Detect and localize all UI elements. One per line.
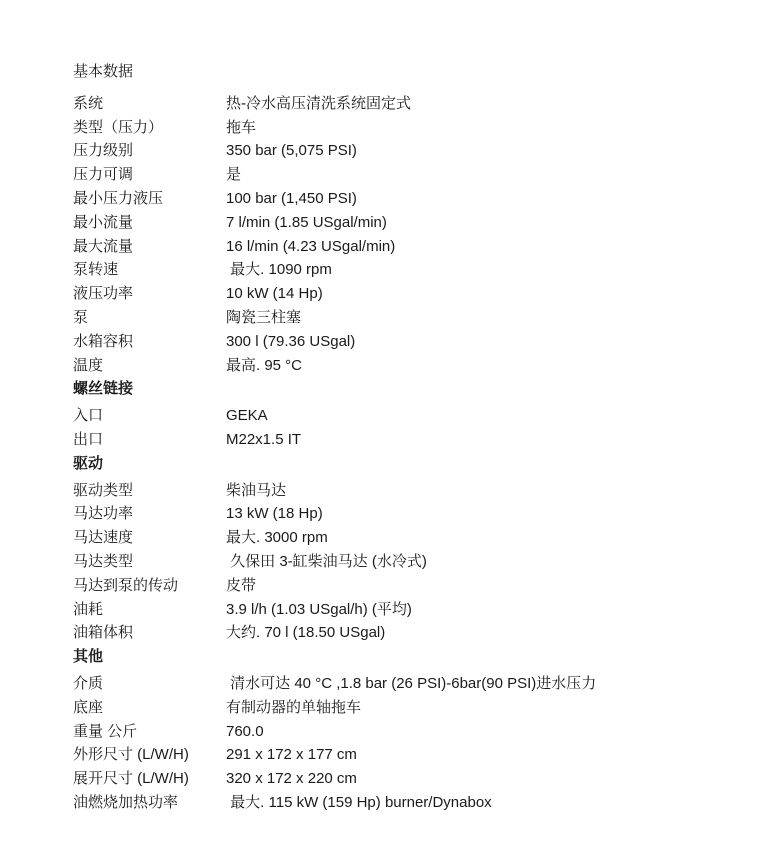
- spec-value: 300 l (79.36 USgal): [226, 332, 356, 350]
- spec-row: [73, 92, 733, 116]
- spec-value: 大约. 70 l (18.50 USgal): [226, 624, 386, 642]
- spec-value: 清水可达 40 °C ,1.8 bar (26 PSI)-6bar(90 PSI)进水压力: [226, 674, 597, 692]
- section-title: 驱动: [73, 454, 104, 472]
- spec-label: 泵: [73, 308, 89, 326]
- spec-row: [73, 187, 733, 211]
- spec-label: 展开尺寸 (L/W/H): [73, 770, 189, 788]
- spec-row: [73, 791, 733, 815]
- spec-row: [73, 550, 733, 574]
- spec-label: 水箱容积: [73, 332, 134, 350]
- spec-row: [73, 720, 733, 744]
- spec-label: 类型（压力）: [73, 118, 164, 136]
- spec-label: 出口: [73, 430, 104, 448]
- spec-row: [73, 743, 733, 767]
- spec-section: [73, 645, 733, 815]
- spec-value: 320 x 172 x 220 cm: [226, 770, 357, 788]
- spec-value: M22x1.5 IT: [226, 430, 302, 448]
- spec-label: 驱动类型: [73, 481, 134, 499]
- spec-row: [73, 428, 733, 452]
- spec-value: 16 l/min (4.23 USgal/min): [226, 237, 396, 255]
- spec-row: [73, 598, 733, 622]
- spec-row: [73, 574, 733, 598]
- spec-label: 油燃烧加热功率: [73, 793, 179, 811]
- spec-value: 3.9 l/h (1.03 USgal/h) (平均): [226, 600, 412, 618]
- spec-row: [73, 621, 733, 645]
- spec-label: 底座: [73, 698, 104, 716]
- spec-label: 最小压力液压: [73, 189, 164, 207]
- spec-label: 泵转速: [73, 261, 119, 279]
- spec-row: [73, 211, 733, 235]
- spec-value: 有制动器的单轴拖车: [226, 698, 362, 716]
- spec-value: 久保田 3-缸柴油马达 (水冷式): [226, 552, 427, 570]
- spec-section: [73, 452, 733, 645]
- spec-value: 是: [226, 166, 242, 184]
- spec-label: 最小流量: [73, 213, 134, 231]
- spec-label: 液压功率: [73, 285, 134, 303]
- spec-section: [73, 60, 733, 377]
- spec-label: 油耗: [73, 600, 104, 618]
- section-title: 螺丝链接: [73, 380, 134, 398]
- spec-row: [73, 258, 733, 282]
- spec-row: [73, 235, 733, 259]
- spec-value: 7 l/min (1.85 USgal/min): [226, 213, 387, 231]
- spec-row: [73, 163, 733, 187]
- spec-value: 陶瓷三柱塞: [226, 308, 302, 326]
- spec-value: 760.0: [226, 722, 264, 740]
- spec-value: 最大. 1090 rpm: [226, 261, 332, 279]
- spec-value: 100 bar (1,450 PSI): [226, 189, 357, 207]
- spec-label: 油箱体积: [73, 624, 134, 642]
- spec-label: 压力可调: [73, 166, 134, 184]
- spec-row: [73, 282, 733, 306]
- spec-row: [73, 354, 733, 378]
- spec-label: 介质: [73, 674, 104, 692]
- spec-value: 最高. 95 °C: [226, 356, 303, 374]
- spec-row: [73, 116, 733, 140]
- spec-row: [73, 479, 733, 503]
- spec-label: 外形尺寸 (L/W/H): [73, 746, 189, 764]
- spec-value: 350 bar (5,075 PSI): [226, 142, 357, 160]
- spec-label: 马达速度: [73, 529, 134, 547]
- spec-row: [73, 672, 733, 696]
- spec-label: 马达类型: [73, 552, 134, 570]
- spec-row: [73, 526, 733, 550]
- spec-value: 13 kW (18 Hp): [226, 505, 323, 523]
- spec-label: 重量 公斤: [73, 722, 138, 740]
- section-title: 基本数据: [73, 63, 134, 80]
- spec-row: [73, 502, 733, 526]
- spec-row: [73, 330, 733, 354]
- spec-value: 10 kW (14 Hp): [226, 285, 323, 303]
- spec-row: [73, 139, 733, 163]
- spec-value: 291 x 172 x 177 cm: [226, 746, 357, 764]
- spec-label: 入口: [73, 407, 104, 425]
- spec-label: 最大流量: [73, 237, 134, 255]
- spec-value: 皮带: [226, 576, 257, 594]
- section-title: 其他: [73, 648, 104, 666]
- spec-value: 柴油马达: [226, 481, 287, 499]
- spec-label: 马达到泵的传动: [73, 576, 179, 594]
- spec-value: 最大. 3000 rpm: [226, 529, 328, 547]
- spec-value: GEKA: [226, 407, 268, 425]
- spec-row: [73, 767, 733, 791]
- spec-sheet: [73, 60, 733, 815]
- spec-label: 马达功率: [73, 505, 134, 523]
- spec-value: 热-冷水高压清洗系统固定式: [226, 94, 411, 112]
- spec-section: [73, 377, 733, 451]
- spec-row: [73, 306, 733, 330]
- spec-value: 拖车: [226, 118, 257, 136]
- spec-label: 温度: [73, 356, 104, 374]
- spec-row: [73, 404, 733, 428]
- spec-value: 最大. 115 kW (159 Hp) burner/Dynabox: [226, 793, 492, 811]
- spec-label: 压力级别: [73, 142, 134, 160]
- spec-row: [73, 696, 733, 720]
- spec-label: 系统: [73, 94, 104, 112]
